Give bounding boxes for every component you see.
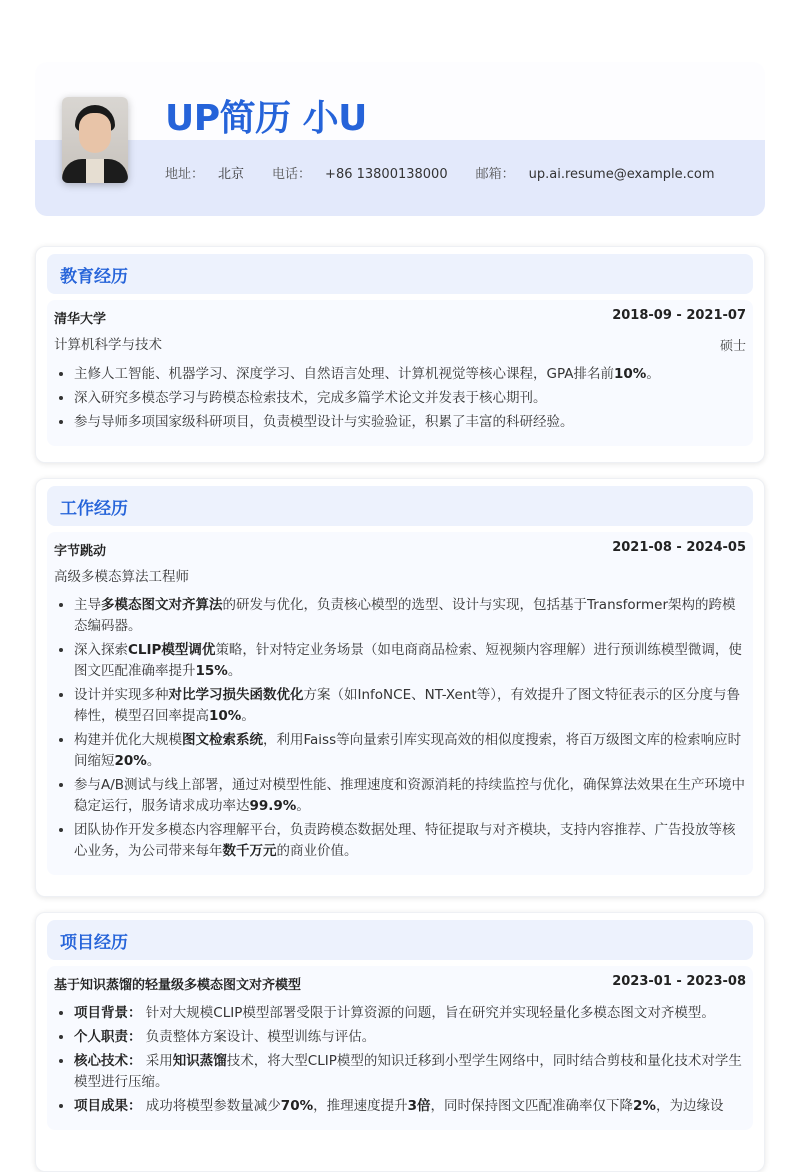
text: 采用 — [141, 1053, 173, 1069]
bullet-list — [54, 595, 746, 862]
projects-section — [35, 912, 765, 1172]
text: 技术，将大型CLIP模型的知识迁移到小型学生网络中，同时结合剪枝和量化技术对学生模型进行压缩。 — [74, 1053, 742, 1090]
profile-photo — [62, 97, 128, 183]
bold-text: 10% — [613, 366, 647, 382]
bullet-item — [74, 1027, 746, 1048]
project-entry — [47, 966, 753, 1130]
date-range: 2021-08 - 2024-05 — [612, 540, 746, 555]
bullet-item — [74, 595, 746, 637]
date-range: 2023-01 - 2023-08 — [612, 974, 746, 989]
work-entry — [47, 532, 753, 875]
candidate-name: UP简历 小U — [165, 98, 367, 139]
contact-phone — [272, 163, 448, 182]
text: 。 — [241, 708, 255, 724]
text: 构建并优化大规模 — [74, 732, 182, 748]
resume-header — [35, 62, 765, 216]
text: 主导 — [74, 597, 101, 613]
text: 团队协作开发多模态内容理解平台，负责跨模态数据处理、特征提取与对齐模块，支持内容推荐、广告投放等核心业务，为公司带来每年 — [74, 822, 736, 859]
text: 深入研究多模态学习与跨模态检索技术，完成多篇学术论文并发表于核心期刊。 — [74, 390, 547, 406]
contact-info — [165, 163, 743, 182]
text: 成功将模型参数量减少 — [141, 1098, 281, 1114]
bold-text: 核心技术： — [74, 1053, 142, 1069]
text: 。 — [646, 366, 660, 382]
email-label: 邮箱： — [475, 167, 515, 182]
phone-label: 电话： — [272, 167, 312, 182]
text: ，同时保持图文匹配准确率仅下降 — [430, 1098, 634, 1114]
date-range: 2018-09 - 2021-07 — [612, 308, 746, 323]
bullet-item — [74, 1096, 746, 1117]
text: ，利用Faiss等向量索引库实现高效的相似度搜索，将百万级图文库的检索响应时间缩短 — [74, 732, 742, 769]
major: 计算机科学与技术 — [54, 337, 162, 353]
school-name: 清华大学 — [54, 312, 107, 327]
email-value[interactable]: up.ai.resume@example.com — [528, 167, 715, 182]
section-title: 项目经历 — [47, 920, 753, 960]
bullet-list — [54, 1003, 746, 1117]
text: 参与导师多项国家级科研项目，负责模型设计与实验验证，积累了丰富的科研经验。 — [74, 414, 574, 430]
bold-text: 项目背景： — [74, 1005, 142, 1021]
contact-email — [476, 163, 715, 182]
bold-text: 对比学习损失函数优化 — [168, 687, 304, 703]
project-name: 基于知识蒸馏的轻量级多模态图文对齐模型 — [54, 978, 302, 993]
text: 的研发与优化，负责核心模型的选型、设计与实现，包括基于Transformer架构的跨模态编码器。 — [74, 597, 736, 634]
text: 方案（如InfoNCE、NT-Xent等），有效提升了图文特征表示的区分度与鲁棒性，模型召回率提高 — [74, 687, 740, 724]
text: ，推理速度提升 — [313, 1098, 408, 1114]
text: 负责整体方案设计、模型训练与评估。 — [141, 1029, 376, 1045]
section-title: 教育经历 — [47, 254, 753, 294]
education-entry — [47, 300, 753, 446]
bullet-item — [74, 820, 746, 862]
address-value: 北京 — [218, 167, 245, 182]
degree: 硕士 — [719, 339, 746, 354]
text: 策略，针对特定业务场景（如电商商品检索、短视频内容理解）进行预训练模型微调，使图文匹配准确率提升 — [74, 642, 742, 679]
bold-text: 10% — [209, 708, 242, 724]
bold-text: 知识蒸馏 — [172, 1053, 227, 1069]
bold-text: 2% — [633, 1098, 656, 1114]
bullet-item — [74, 1051, 746, 1093]
bullet-item — [74, 775, 746, 817]
text: 设计并实现多种 — [74, 687, 169, 703]
bold-text: CLIP模型调优 — [128, 642, 216, 658]
text: 主修人工智能、机器学习、深度学习、自然语言处理、计算机视觉等核心课程，GPA排名前 — [74, 366, 614, 382]
bold-text: 99.9% — [249, 798, 297, 814]
bold-text: 20% — [114, 753, 147, 769]
bullet-item — [74, 1003, 746, 1024]
address-label: 地址： — [165, 167, 205, 182]
text: 深入探索 — [74, 642, 128, 658]
text: ，为边缘设 — [655, 1098, 724, 1114]
bullet-list — [54, 364, 746, 433]
text: 的商业价值。 — [276, 843, 358, 859]
phone-value: +86 13800138000 — [325, 167, 448, 182]
company-name: 字节跳动 — [54, 544, 107, 559]
bold-text: 多模态图文对齐算法 — [101, 597, 223, 613]
section-title: 工作经历 — [47, 486, 753, 526]
text: 。 — [296, 798, 310, 814]
bold-text: 15% — [195, 663, 228, 679]
bold-text: 个人职责： — [74, 1029, 142, 1045]
bold-text: 70% — [280, 1098, 314, 1114]
bullet-item — [74, 412, 746, 433]
bold-text: 3倍 — [407, 1098, 431, 1114]
text: 。 — [146, 753, 161, 769]
bullet-item — [74, 730, 746, 772]
job-title: 高级多模态算法工程师 — [54, 569, 189, 585]
education-section — [35, 246, 765, 463]
bullet-item — [74, 685, 746, 727]
bullet-item — [74, 364, 746, 385]
bold-text: 项目成果： — [74, 1098, 142, 1114]
work-section — [35, 478, 765, 897]
contact-address — [165, 163, 244, 182]
text: 针对大规模CLIP模型部署受限于计算资源的问题，旨在研究并实现轻量化多模态图文对齐模型。 — [141, 1005, 715, 1021]
bold-text: 数千万元 — [222, 843, 277, 859]
text: 。 — [227, 663, 242, 679]
bullet-item — [74, 388, 746, 409]
bold-text: 图文检索系统 — [182, 732, 263, 748]
text: 参与A/B测试与线上部署，通过对模型性能、推理速度和资源消耗的持续监控与优化，确保算法效果在生产环境中稳定运行，服务请求成功率达 — [74, 777, 746, 814]
bullet-item — [74, 640, 746, 682]
